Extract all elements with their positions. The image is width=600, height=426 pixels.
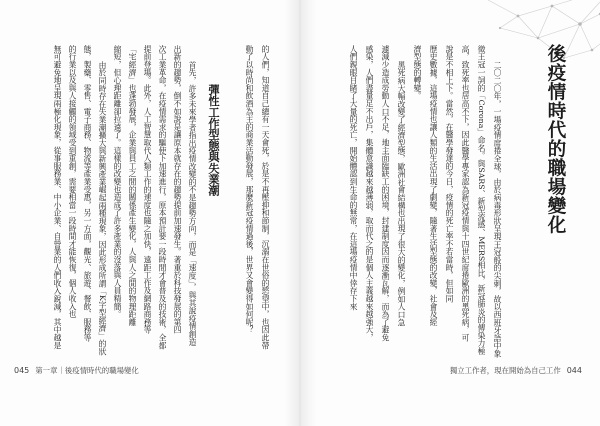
- network-icon: [480, 0, 600, 70]
- text-column: 高，致死率也居高不下，因此醫學專家認為新冠疫情與十四世紀席捲歐洲的黑死病，可: [461, 45, 470, 342]
- text-column: 無可避免地呈現兩極化現象，從事服務業、中小企業、自營業的人們收入銳減，其中越是: [53, 45, 62, 350]
- text-column: 提前登場。此外，人工智慧取代人類工作的速度也隨之加快，遠距工作及網路商務等: [143, 45, 152, 334]
- text-column: 的人們，知道自己總有一天會死，於是不再壓抑和節制，沉溺在世俗的慾望中，也因此帶: [261, 45, 270, 350]
- book-title: 獨立工作者，現在開始為自己工作: [449, 366, 561, 375]
- right-footer: [450, 365, 588, 376]
- text-column: 歷史數據，這場疫情也讓人類的生活出現了劇變，隨著生活型態的改變，社會及經: [429, 45, 438, 326]
- text-column: 說是不相上下。當然，在醫學發達的今日，疫情的死亡率不若當時，但如同: [445, 45, 454, 303]
- text-column: 「宅經濟」也蓬勃發展，企業與員工之間的關係產生變化，人與人之間的物理距離: [128, 45, 137, 326]
- text-column: 二〇二〇年，一場疫情席捲全球，由於病毒形狀呈現王冠般的尖刺，故以西班牙語中象: [493, 61, 502, 358]
- text-column: 動了以時尚和飲酒為主的商業活動發展，那麼新冠疫情過後，世界又會變得如何呢？: [245, 45, 254, 334]
- chapter-label: 第一章｜後疫情時代的職場變化: [35, 366, 139, 375]
- text-column: 由於同時存在失業潮擴大與新興產業崛起兩種現象，因此形成所謂「K字型經濟」的狀: [98, 61, 107, 356]
- text-column: 黑死病大幅改變了經濟型態，歐洲社會結構也出現了很大的變化，例如人口急: [397, 61, 406, 327]
- text-column: 徵王冠一詞的「Corona」命名。與SARS、新型流感、MERS相比，新冠肺炎的傳染力極: [477, 45, 486, 355]
- page-number: 044: [566, 366, 582, 375]
- text-column: 遽減少造成勞動人口不足，地主面臨缺工的困境，封建制度因而逐漸瓦解，而為了避免: [381, 45, 390, 342]
- text-column: 首先，許多未來學者指出疫情改變的不是趨勢方向，而是「速度」，與其說疫情創造: [188, 61, 197, 346]
- text-column: 濟型態的轉變。: [413, 45, 422, 100]
- text-column: 的行業以及與人接觸的領域受到重創，需要相當一段時間才能恢復，個人收入也: [68, 45, 77, 318]
- text-column: 感染，人們盡量足不出戶，集體意識越來越薄弱，取而代之的是個人主義越來越強大，: [365, 45, 374, 342]
- book-gutter: [284, 0, 316, 426]
- text-column: 縮短，但心理距離卻拉遠了。這樣的改變也造成了許多產業的沒落與人員精簡。: [113, 45, 122, 318]
- chapter-title: 後疫情時代的職場變化: [545, 44, 566, 234]
- left-footer: [8, 365, 139, 376]
- section-heading: 彈性工作型態與失業潮: [207, 84, 221, 196]
- text-column: 次工業革命，在疫情需求的驅使下加速進行，原本預計要一段時間才會普及的技術，全都: [158, 45, 167, 350]
- page-number: 045: [14, 366, 30, 375]
- text-column: 出新的趨勢，倒不如說是讓原本就存在的趨勢提前加速發生。著重於科技發展的第四: [173, 45, 182, 334]
- text-column: 人們親眼目睹了大量的死亡，開始體認到生命的無常，在這場疫情中倖存下來: [349, 45, 358, 311]
- text-column: 態，製藥、零售、電子商務、物流等產業受惠，另一方面，觀光、旅遊、餐飲、服務等: [83, 45, 92, 342]
